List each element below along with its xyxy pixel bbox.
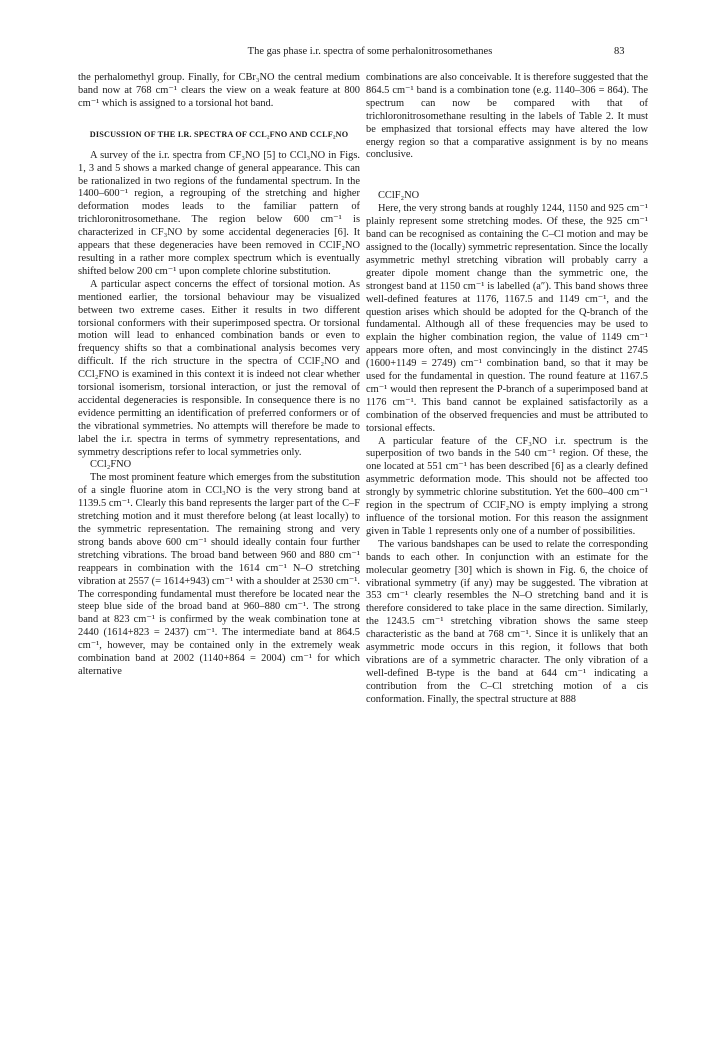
section-heading: DISCUSSION OF THE I.R. SPECTRA OF CCL₂FNO AND CCLF₂NO <box>89 129 349 139</box>
subheading-cclf2no: CClF₂NO <box>378 190 420 202</box>
paragraph-cf3no-feature: A particular feature of the CF₃NO i.r. spectrum is the superposition of two bands in the 540 cm⁻¹ region. Of these, the one located at 551 cm⁻¹ has been described [6] as a clearly defined asymmetric deformation mode. This should not be affected too strongly by symmetric chlorine substitution. Yet the 600–400 cm⁻¹ region in the spectrum of CClF₂NO is empty implying a strong influence of the torsional motion. For this reason the assignment given in Table 1 represents only one of a number of possibilities. <box>366 435 648 537</box>
paragraph-survey: A survey of the i.r. spectra from CF₃NO [5] to CCl₃NO in Figs. 1, 3 and 5 shows a marked change of general appearance. This can be rationalized in two regions of the fundamental spectrum. In the 1400–600⁻¹ region, a regrouping of the stretching and higher deformation modes leads to the familiar pattern of trichloronitrosomethane. The region below 600 cm⁻¹ is characterized in CF₃NO by some accidental degeneracies [6]. It appears that these degeneracies have been removed in CClF₂NO resulting in a rather more complex spectrum which is eventually shifted below 200 cm⁻¹ upon complete chlorine substitution. <box>78 149 360 277</box>
left-column <box>78 72 360 679</box>
subheading-ccl2fno: CCl₂FNO <box>90 459 132 471</box>
paragraph-bandshapes: The various bandshapes can be used to relate the corresponding bands to each other. In conjunction with an estimate for the molecular geometry [30] which is shown in Fig. 6, the choice of vibrational symmetry (if any) may be suggested. The vibration at 353 cm⁻¹ clearly resembles the N–O stretching band and it is therefore considered to take place in the same direction. Similarly, the 1243.5 cm⁻¹ stretching vibration shows the same steep characteristic as the band at 768 cm⁻¹. Since it is unlikely that an asymmetric mode occurs in this region, it follows that both vibrations are of a symmetric character. The only vibration of a well-defined B-type is the band at 644 cm⁻¹ indicating a contribution from the C–Cl stretching motion of a cis conformation. Finally, the spectral structure at 888 <box>366 538 648 705</box>
right-column <box>366 72 648 707</box>
page-number: 83 <box>614 46 625 57</box>
paragraph-torsion: A particular aspect concerns the effect of torsional motion. As mentioned earlier, the torsional behaviour may be visualized between two extreme cases. Either it results in two different torsional conformers with their superimposed spectra. Or torsional motion will lead to enhanced combination bands or even to frequency shifts so that a combinational analysis becomes very difficult. If the rich structure in the spectra of CClF₂NO and CCl₂FNO is examined in this context it is indeed not clear whether torsional isomerism, torsional interaction, or just the removal of accidental degeneracies is responsible. In consequence there is no evidence permitting an identification of preferred conformers or of the vibrational symmetries. No attempts will therefore be made to label the i.r. spectra in terms of symmetry representations, and symmetry descriptions refer to local symmetries only. <box>78 278 360 458</box>
paragraph-continued: combinations are also conceivable. It is therefore suggested that the 864.5 cm⁻¹ band is a combination tone (e.g. 1140–306 = 864). The spectrum can now be compared with that of trichloronitrosomethane resulting in the labels of Table 2. It must be emphasized that torsional effects may have altered the low energy region so that a comparative assignment is by no means conclusive. <box>366 72 648 161</box>
paragraph-cclf2no: Here, the very strong bands at roughly 1244, 1150 and 925 cm⁻¹ plainly represent some stretching modes. Of these, the 925 cm⁻¹ band can be recognised as containing the C–Cl motion and may be assigned to the (locally) symmetric representation. Since the locally asymmetric methyl stretching vibration will probably carry a greater dipole moment change than the symmetric one, the strongest band at 1150 cm⁻¹ is labelled (a″). This band shows three well-defined features at 1176, 1167.5 and 1149 cm⁻¹, and the question arises which should be adopted for the Q-branch of the fundamental. Although all of these frequencies may be used to explain the higher combination region, the value of 1149 cm⁻¹ appears more often, and most convincingly in the distinct 2745 (1600+1149 = 2749) cm⁻¹ combination band, so that it may be used for the fundamental in question. The round feature at 1167.5 cm⁻¹ would then represent the P-branch of a superimposed band at 1176 cm⁻¹. This band cannot be explained satisfactorily as a combination of the observed frequencies and must be attributed to torsional effects. <box>366 203 648 434</box>
paragraph-ccl2fno: The most prominent feature which emerges from the substitution of a single fluorine atom in CCl₃NO is the very strong band at 1139.5 cm⁻¹. Clearly this band represents the larger part of the C–F stretching motion and it must therefore belong (at least locally) to the symmetric representation. The remaining strong and very strong bands above 600 cm⁻¹ should ideally contain four further stretching vibrations. The broad band between 960 and 880 cm⁻¹ reappears in combination with the 1614 cm⁻¹ N–O stretching vibration at 2557 (= 1614+943) cm⁻¹ with a shoulder at 2530 cm⁻¹. The corresponding fundamental must therefore be located near the steep blue side of the broad band at 960–880 cm⁻¹. The strong band at 823 cm⁻¹ is confirmed by the weak combination tone at 2440 (1614+823 = 2437) cm⁻¹. The intermediate band at 864.5 cm⁻¹, however, may be contained only in the extremely weak combination band at 2002 (1140+864 = 2004) cm⁻¹ for which alternative <box>78 472 360 677</box>
paragraph-intro: the perhalomethyl group. Finally, for CBr₃NO the central medium band now at 768 cm⁻¹ clears the view on a weak feature at 800 cm⁻¹ which is assigned to a torsional hot band. <box>78 72 360 109</box>
running-title: The gas phase i.r. spectra of some perhalonitrosomethanes <box>247 46 493 57</box>
